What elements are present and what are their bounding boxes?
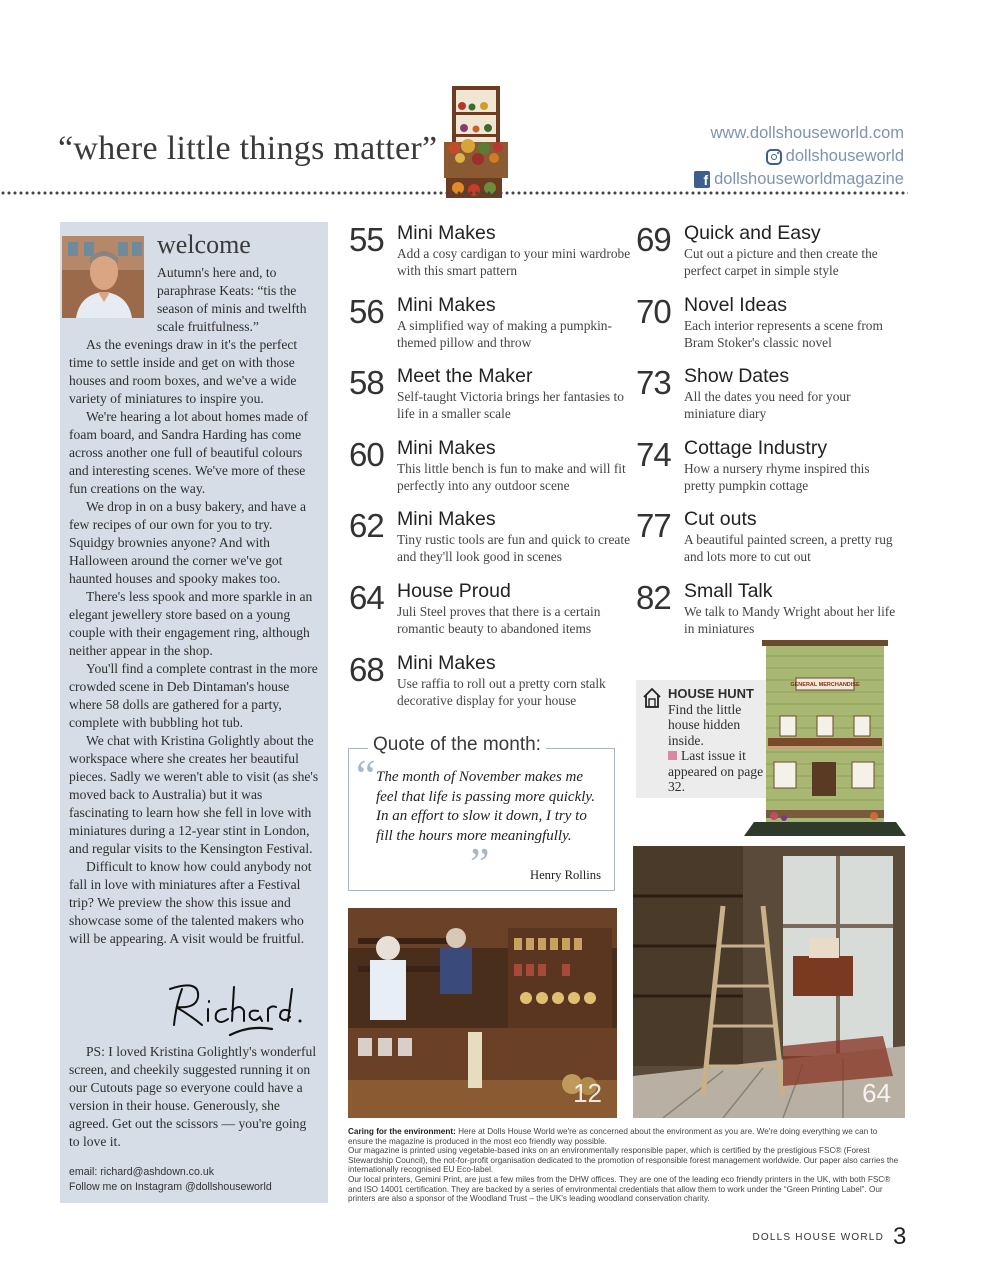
toc-description: This little bench is fun to make and will fit perfectly into any outdoor scene — [397, 461, 626, 493]
instagram-handle: dollshouseworld — [785, 147, 904, 165]
facebook-row[interactable] — [694, 168, 904, 191]
welcome-paragraph: We chat with Kristina Golightly about the workspace where she creates her beautiful pieces. Sadly we weren't able to visit (as she's moved back to Australia) but it was fascinating to learn how she fell in love with miniatures during a 12-year stint in London, and regular visits to the Kensington Festival. — [69, 733, 319, 856]
toc-description: Tiny rustic tools are fun and quick to create and they'll look good in scenes — [397, 532, 631, 564]
dotted-divider — [0, 190, 908, 196]
toc-title: Mini Makes — [397, 508, 496, 530]
svg-text:GENERAL MERCHANDISE: GENERAL MERCHANDISE — [790, 682, 860, 688]
welcome-paragraph: We drop in on a busy bakery, and have a few recipes of our own for you to try. Squidgy brownies anyone? And with Halloween around the corner we've got haunted houses and spooky makes too. — [69, 499, 306, 586]
page-number: 3 — [893, 1223, 907, 1250]
miniature-shelf-image — [440, 82, 508, 204]
toc-title: Mini Makes — [397, 222, 496, 244]
editor-contact — [69, 1165, 272, 1195]
quote-text: The month of November makes me feel that life is passing more quickly. In an effort to slow it down, I try to fill the hours more meaningfully. — [376, 769, 595, 844]
house-hunt-instructions: Find the little house hidden inside. — [668, 701, 742, 748]
toc-title: Mini Makes — [397, 652, 496, 674]
svg-text:64: 64 — [862, 1078, 891, 1108]
house-icon — [642, 687, 662, 709]
quote-heading: Quote of the month: — [368, 734, 546, 756]
magazine-name: DOLLS HOUSE WORLD — [752, 1232, 884, 1243]
welcome-paragraph: You'll find a complete contrast in the more crowded scene in Deb Dintaman's house where 58 dolls are gathered for a party, complete with bubbling hot tub. — [69, 661, 318, 730]
toc-title: Meet the Maker — [397, 365, 533, 387]
toc-page-number: 68 — [349, 651, 384, 688]
toc-page-number: 74 — [636, 436, 671, 473]
svg-text:12: 12 — [573, 1078, 602, 1108]
toc-title: Small Talk — [684, 580, 773, 602]
toc-description: A simplified way of making a pumpkin-themed pillow and throw — [397, 318, 612, 350]
toc-page-number: 69 — [636, 221, 671, 258]
open-quote-icon: “ — [356, 751, 376, 800]
toc-page-number: 77 — [636, 507, 671, 544]
toc-page-number: 55 — [349, 221, 384, 258]
welcome-paragraph: We're hearing a lot about homes made of foam board, and Sandra Harding has come across another one full of beautiful colours and interesting scenes. We've more of these fun creations on the way. — [69, 409, 309, 496]
toc-title: Mini Makes — [397, 294, 496, 316]
toc-title: Show Dates — [684, 365, 790, 387]
instagram-row[interactable] — [694, 145, 904, 168]
welcome-paragraph: As the evenings draw in it's the perfect time to settle inside and get on with those houses and room boxes, and we've a wide variety of miniatures to inspire you. — [69, 337, 298, 406]
toc-description: All the dates you need for your miniature diary — [684, 389, 851, 421]
toc-title: Quick and Easy — [684, 222, 821, 244]
close-quote-icon: ” — [470, 839, 490, 888]
toc-page-number: 58 — [349, 364, 384, 401]
tagline: “where little things matter” — [58, 130, 438, 167]
instagram-icon — [766, 149, 782, 165]
toc-page-number: 64 — [349, 579, 384, 616]
facebook-icon: f — [694, 171, 710, 188]
quote-author: Henry Rollins — [529, 868, 601, 882]
welcome-paragraph: There's less spook and more sparkle in an elegant jewellery store based on a young couple with their engagement ring, although neither appear in the shop. — [69, 589, 313, 658]
toc-description: A beautiful painted screen, a pretty rug and lots more to cut out — [684, 532, 893, 564]
environment-note: Caring for the environment: Here at Dolls House World we're as concerned about the environment as you are. We're doing everything we can to ensure the magazine is produced in the most eco friendly way possible. Our magazine is printed using vegetable-based inks on an environmentally responsible paper, which is certified by the prestigious FSC® (Forest Stewardship Council), the not-for-profit organisation dedicated to the promotion of responsible forest management worldwide. Our paper also carries the internationally recognised EU Eco-label. Our local printers, Gemini Print, are just a few miles from the DHW offices. They are one of the leading eco friendly printers in the UK, with both FSC® and ISO 14001 certification. They are backed by a series of environmental credentials that allow them to work under the “Green Printing Label”. Our printers are also a sponsor of the Woodland Trust – the UK's leading woodland conservation charity. — [348, 1127, 899, 1204]
toc-page-number: 73 — [636, 364, 671, 401]
toc-title: Cottage Industry — [684, 437, 828, 459]
editor-portrait — [62, 236, 144, 318]
toc-description: How a nursery rhyme inspired this pretty pumpkin cottage — [684, 461, 870, 493]
contact-info — [694, 122, 904, 191]
welcome-intro: Autumn's here and, to paraphrase Keats: “tis the season of minis and twelfth scale fruitfulness.” — [157, 265, 307, 334]
pink-square-icon — [668, 751, 677, 760]
welcome-paragraph: Difficult to know how could anybody not fall in love with miniatures after a Festival trip? We preview the show this issue and showcase some of the talented makers who will be appearing. A visit would be fruitful. — [69, 859, 312, 946]
house-hunt-last-issue: Last issue it appeared on page 32. — [668, 748, 764, 794]
facebook-handle: dollshouseworldmagazine — [714, 170, 904, 188]
editor-email[interactable]: email: richard@ashdown.co.uk — [69, 1166, 215, 1178]
abandoned-room-photo — [633, 846, 905, 1118]
toc-title: Cut outs — [684, 508, 757, 530]
toc-description: Juli Steel proves that there is a certain romantic beauty to abandoned items — [397, 604, 601, 636]
toc-title: Mini Makes — [397, 437, 496, 459]
toc-description: Add a cosy cardigan to your mini wardrobe with this smart pattern — [397, 246, 631, 278]
editor-instagram[interactable]: Follow me on Instagram @dollshouseworld — [69, 1181, 272, 1193]
welcome-body — [69, 336, 321, 948]
website-link[interactable]: www.dollshouseworld.com — [710, 124, 904, 142]
welcome-ps: PS: I loved Kristina Golightly's wonderful screen, and cheekily suggested running it on our Cutouts page so everyone could have a version in their house. Generously, she agreed. Get out the scissors — you're going to love it. — [69, 1044, 317, 1149]
general-store-image — [744, 632, 906, 836]
toc-description: Cut out a picture and then create the perfect carpet in simple style — [684, 246, 878, 278]
toc-title: House Proud — [397, 580, 511, 602]
toc-page-number: 62 — [349, 507, 384, 544]
editor-signature — [160, 975, 310, 1045]
svg-text:Richard.: Richard. — [160, 975, 165, 976]
toc-description: We talk to Mandy Wright about her life in miniatures — [684, 604, 896, 636]
toc-description: Use raffia to roll out a pretty corn stalk decorative display for your house — [397, 676, 606, 708]
toc-title: Novel Ideas — [684, 294, 787, 316]
toc-description: Self-taught Victoria brings her fantasies to life in a smaller scale — [397, 389, 624, 421]
bakery-photo — [348, 908, 617, 1118]
toc-page-number: 82 — [636, 579, 671, 616]
welcome-heading: welcome — [157, 230, 251, 259]
toc-page-number: 56 — [349, 293, 384, 330]
house-hunt-title: HOUSE HUNT — [668, 686, 754, 701]
toc-page-number: 60 — [349, 436, 384, 473]
toc-description: Each interior represents a scene from Bram Stoker's classic novel — [684, 318, 883, 350]
toc-page-number: 70 — [636, 293, 671, 330]
